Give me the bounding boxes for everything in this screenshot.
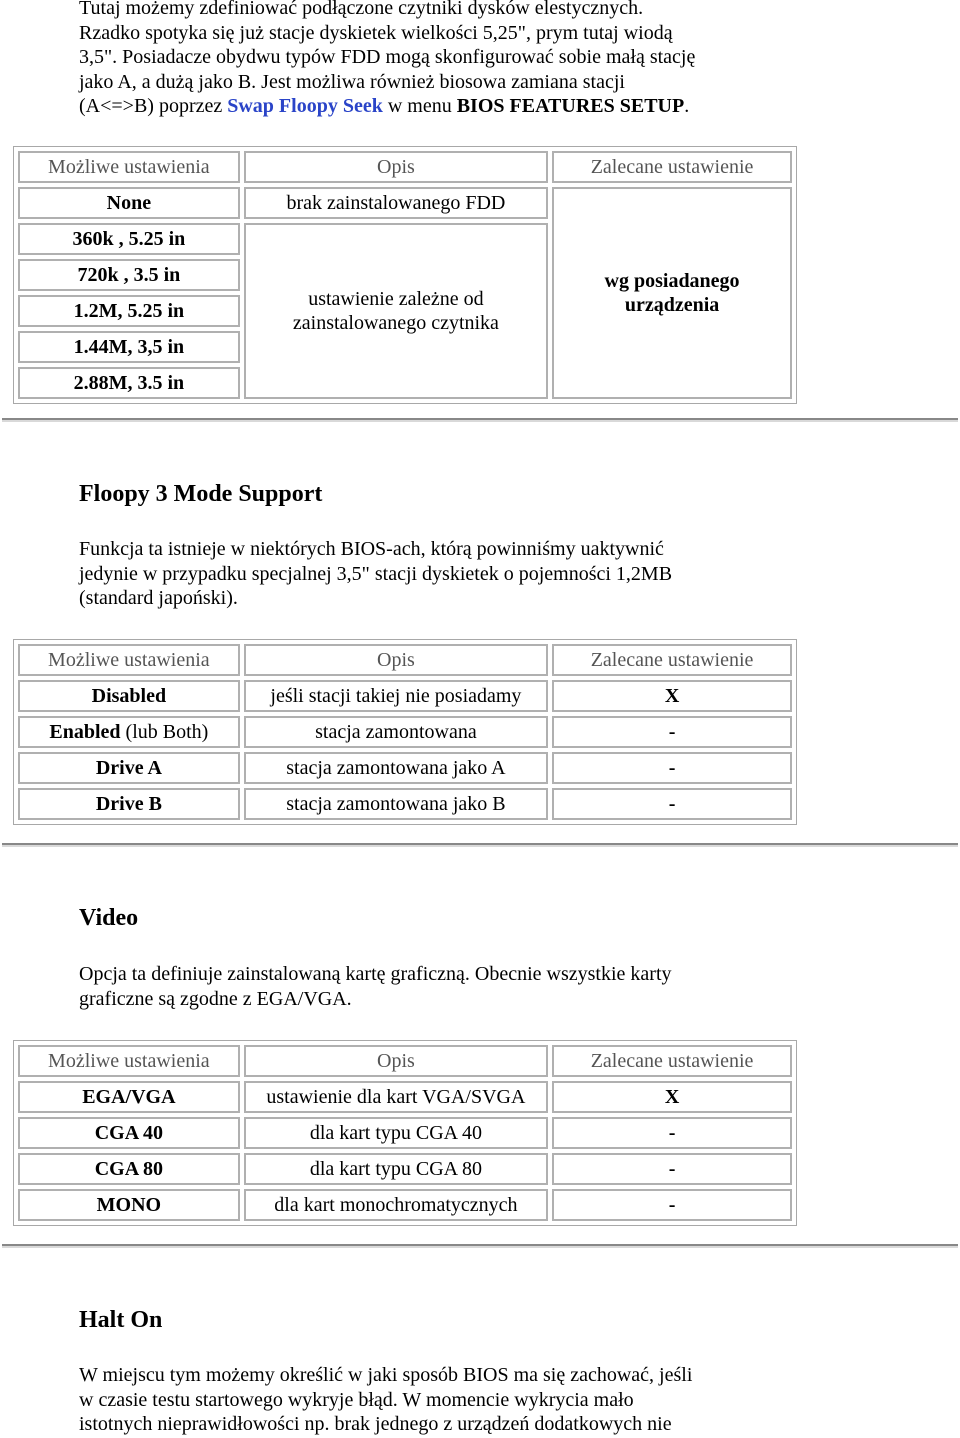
floppy-drive-table [13, 146, 797, 404]
section-title-halt-on: Halt On [79, 1307, 163, 1333]
bios-features-setup-text: BIOS FEATURES SETUP [456, 95, 685, 117]
section-divider [2, 843, 958, 847]
intro-line: w menu [382, 95, 457, 117]
description-cell: brak zainstalowanego FDD [244, 187, 548, 219]
floopy-3-mode-table [13, 639, 797, 825]
setting-cell: EGA/VGA [18, 1081, 240, 1113]
description-cell: dla kart typu CGA 80 [244, 1153, 548, 1185]
paragraph-line: jedynie w przypadku specjalnej 3,5" stacji dyskietek o pojemności 1,2MB [79, 562, 673, 585]
header-settings: Możliwe ustawienia [18, 151, 240, 183]
setting-cell: None [18, 187, 240, 219]
setting-cell: 2.88M, 3.5 in [18, 367, 240, 399]
paragraph-line: istotnych nieprawidłowości np. brak jednego z urządzeń dodatkowych nie [79, 1413, 672, 1435]
paragraph-line: (standard japoński). [79, 587, 238, 609]
table-header-row [18, 644, 792, 676]
recommended-cell: - [552, 788, 792, 820]
setting-label: Enabled [49, 721, 121, 743]
paragraph-line: W miejscu tym możemy określić w jaki sposób BIOS ma się zachować, jeśli [79, 1364, 693, 1386]
setting-extra: (lub Both) [120, 721, 209, 743]
setting-cell: 720k , 3.5 in [18, 259, 240, 291]
recommended-cell: - [552, 1117, 792, 1149]
recommended-cell: - [552, 752, 792, 784]
intro-line: (A<=>B) poprzez [79, 95, 228, 117]
header-recommended: Zalecane ustawienie [552, 1045, 792, 1077]
table-row [18, 680, 792, 712]
paragraph-line: w czasie testu startowego wykryje błąd. W momencie wykrycia mało [79, 1388, 634, 1411]
header-recommended: Zalecane ustawienie [552, 644, 792, 676]
swap-floopy-seek-text: Swap Floopy Seek [227, 95, 383, 117]
intro-line: Tutaj możemy zdefiniować podłączone czytniki dysków elestycznych. [79, 0, 644, 19]
table-row [18, 788, 792, 820]
description-cell: dla kart typu CGA 40 [244, 1117, 548, 1149]
paragraph-line: Funkcja ta istnieje w niektórych BIOS-ach, którą powinniśmy uaktywnić [79, 538, 664, 560]
setting-label: Drive B [95, 793, 162, 815]
table-row [18, 1189, 792, 1221]
table-header-row [18, 151, 792, 183]
setting-cell [18, 788, 240, 820]
table-row [18, 1117, 792, 1149]
intro-line: . [684, 95, 690, 117]
video-table [13, 1040, 797, 1226]
header-description: Opis [244, 1045, 548, 1077]
header-description: Opis [244, 151, 548, 183]
paragraph-line: graficzne są zgodne z EGA/VGA. [79, 987, 352, 1010]
intro-line: 3,5". Posiadacze obydwu typów FDD mogą skonfigurować sobie małą stację [79, 46, 696, 68]
section-title-floopy-3-mode: Floopy 3 Mode Support [79, 481, 323, 507]
setting-cell [18, 752, 240, 784]
recommended-cell: - [552, 1189, 792, 1221]
setting-label: Drive A [95, 757, 162, 779]
recommended-cell: - [552, 716, 792, 748]
header-settings: Możliwe ustawienia [18, 1045, 240, 1077]
intro-line: jako A, a dużą jako B. Jest możliwa również biosowa zamiana stacji [79, 70, 625, 93]
intro-paragraph [79, 0, 759, 119]
section2-paragraph [79, 537, 759, 611]
recommended-line: urządzenia [624, 294, 720, 316]
header-recommended: Zalecane ustawienie [552, 151, 792, 183]
description-cell: ustawienie dla kart VGA/SVGA [244, 1081, 548, 1113]
description-cell: jeśli stacji takiej nie posiadamy [244, 680, 548, 712]
setting-cell: MONO [18, 1189, 240, 1221]
setting-cell: 360k , 5.25 in [18, 223, 240, 255]
section3-paragraph [79, 962, 759, 1011]
header-settings: Możliwe ustawienia [18, 644, 240, 676]
paragraph-line: Opcja ta definiuje zainstalowaną kartę graficzną. Obecnie wszystkie karty [79, 963, 672, 985]
recommended-line: wg posiadanego [604, 270, 740, 292]
table-row [18, 187, 792, 219]
intro-line: Rzadko spotyka się już stacje dyskietek wielkości 5,25", prym tutaj wiodą [79, 21, 673, 44]
description-line: zainstalowanego czytnika [292, 312, 499, 334]
recommended-cell [552, 187, 792, 399]
setting-cell: CGA 40 [18, 1117, 240, 1149]
section4-paragraph [79, 1363, 759, 1437]
setting-cell: CGA 80 [18, 1153, 240, 1185]
description-cell: stacja zamontowana jako B [244, 788, 548, 820]
table-row [18, 752, 792, 784]
table-row [18, 1153, 792, 1185]
section-title-video: Video [79, 905, 139, 931]
header-description: Opis [244, 644, 548, 676]
recommended-cell: X [552, 1081, 792, 1113]
setting-cell: 1.44M, 3,5 in [18, 331, 240, 363]
setting-cell [18, 716, 240, 748]
description-cell: dla kart monochromatycznych [244, 1189, 548, 1221]
description-cell [244, 223, 548, 399]
description-line: ustawienie zależne od [308, 288, 484, 310]
table-header-row [18, 1045, 792, 1077]
table-row [18, 716, 792, 748]
section-divider [2, 1244, 958, 1248]
setting-cell: 1.2M, 5.25 in [18, 295, 240, 327]
table-row [18, 1081, 792, 1113]
setting-cell [18, 680, 240, 712]
setting-label: Disabled [91, 685, 167, 707]
description-cell: stacja zamontowana [244, 716, 548, 748]
recommended-cell: - [552, 1153, 792, 1185]
section-divider [2, 418, 958, 422]
description-cell: stacja zamontowana jako A [244, 752, 548, 784]
recommended-cell: X [552, 680, 792, 712]
